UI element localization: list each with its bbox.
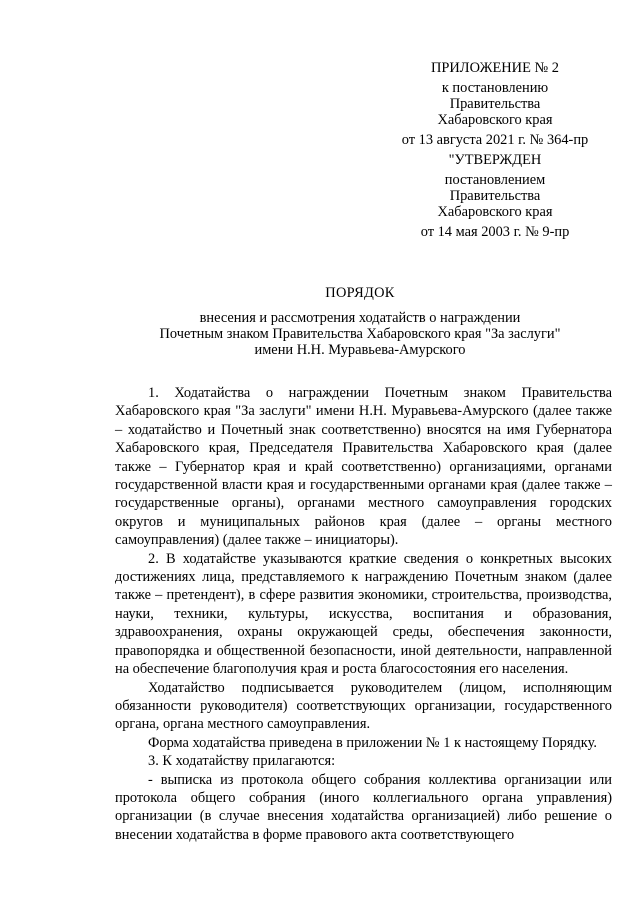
- appendix-ref-line: Правительства: [449, 96, 541, 112]
- paragraph-form: Форма ходатайства приведена в приложении № 1 к настоящему Порядку.: [148, 734, 597, 751]
- approved-ref-line: постановлением: [444, 172, 546, 188]
- paragraph-2: 2. В ходатайстве указываются краткие сведения о конкретных высоких достижениях лица, представляемого к награждению Почетным знаком (далее также – претендент), в сфере развития экономики, строительства, производства, науки, техники, культуры, искусства, воспитания и образования, здравоохранения, охраны окружающей среды, обеспечения законности, правопорядка и общественной безопасности, иной деятельности, направленной на обеспечение благополучия края и роста благосостояния его населения.: [115, 550, 612, 678]
- approved-label: "УТВЕРЖДЕН: [448, 152, 542, 168]
- document-subtitle: [80, 310, 640, 358]
- subtitle-line: внесения и рассмотрения ходатайств о награждении: [199, 310, 521, 326]
- paragraph-1: 1. Ходатайства о награждении Почетным знаком Правительства Хабаровского края "За заслуги" имени Н.Н. Муравьева-Амурского (далее также – ходатайство и Почетный знак соответственно) вносятся на имя Губернатора Хабаровского края, Председателя Правительства Хабаровского края (далее также – Губернатор края и край соответственно) организациями, органами государственной власти края и государственными органами края (далее также – государственные органы), органами местного самоуправления городских округов и муниципальных районов края (далее – органы местного самоуправления) (далее также – инициаторы).: [115, 385, 612, 549]
- appendix-ref-line: Хабаровского края: [437, 112, 553, 128]
- paragraph-signing: Ходатайство подписывается руководителем (лицом, исполняющим обязанности руководителя) соответствующих организации, государственного органа, органа местного самоуправления.: [115, 679, 612, 733]
- document-title-block: [80, 284, 640, 358]
- document-body: [115, 384, 612, 844]
- paragraph-list-item: - выписка из протокола общего собрания коллектива организации или протокола общего собрания (иного коллегиального органа управления) организации (в случае внесения ходатайства организацией) либо решение о внесении ходатайства в форме правового акта соответствующего: [115, 771, 612, 843]
- document-title: ПОРЯДОК: [325, 285, 395, 301]
- approved-ref-line: Правительства: [449, 188, 541, 204]
- approved-date: от 14 мая 2003 г. № 9-пр: [420, 224, 570, 240]
- subtitle-line: Почетным знаком Правительства Хабаровского края "За заслуги": [159, 326, 561, 342]
- subtitle-line: имени Н.Н. Муравьева-Амурского: [254, 342, 466, 358]
- appendix-ref-line: к постановлению: [441, 80, 549, 96]
- paragraph-3: 3. К ходатайству прилагаются:: [148, 753, 336, 770]
- appendix-date: от 13 августа 2021 г. № 364-пр: [401, 132, 589, 148]
- approved-ref-line: Хабаровского края: [437, 204, 553, 220]
- appendix-number: ПРИЛОЖЕНИЕ № 2: [431, 60, 559, 76]
- appendix-header: [380, 60, 610, 240]
